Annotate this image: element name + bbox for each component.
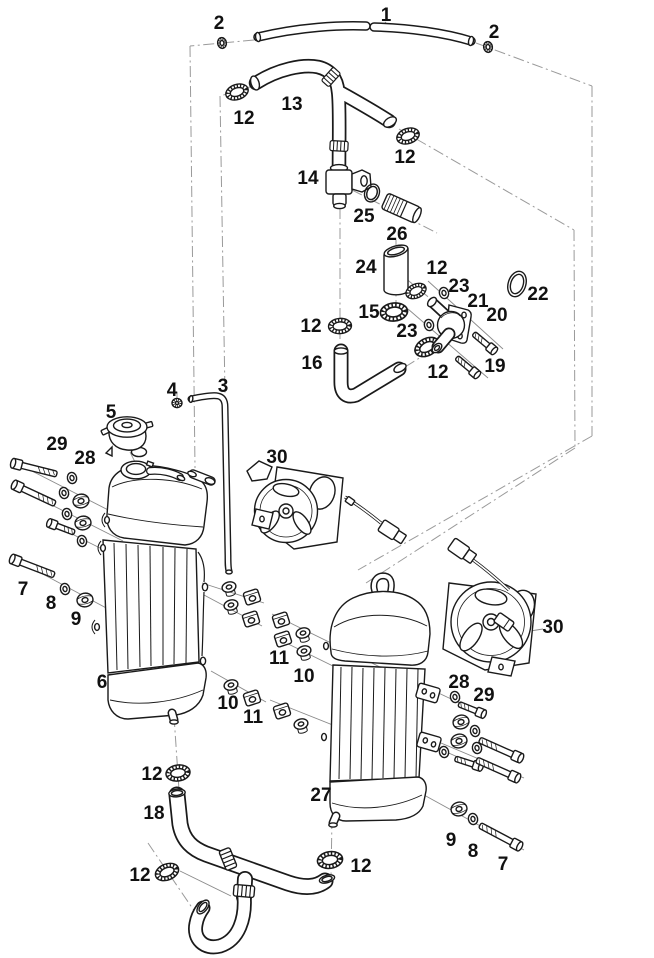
callout-part-12: 12	[350, 856, 372, 877]
washer-28	[58, 487, 69, 500]
callout-part-8: 8	[467, 841, 479, 862]
callout-part-12: 12	[233, 108, 255, 129]
clamp-12-c	[328, 318, 352, 335]
radiator-right-core	[330, 665, 425, 781]
fan-right	[443, 538, 539, 676]
callout-part-12: 12	[300, 316, 322, 337]
bolt-29-c	[46, 518, 76, 537]
callout-part-14: 14	[297, 168, 319, 189]
clamp-15	[380, 302, 409, 323]
washer-8	[59, 583, 70, 596]
clip-nut-11	[273, 703, 291, 720]
bolt-19	[454, 354, 482, 380]
callout-part-24: 24	[355, 257, 377, 278]
callout-part-9: 9	[445, 830, 457, 851]
callout-part-12: 12	[394, 147, 416, 168]
callout-part-5: 5	[105, 402, 117, 423]
callout-part-10: 10	[217, 693, 239, 714]
callout-part-29: 29	[473, 685, 495, 706]
callout-part-28: 28	[448, 672, 470, 693]
clip-nut-11	[272, 612, 290, 629]
callout-part-23: 23	[396, 321, 418, 342]
washer-8	[467, 813, 478, 826]
washer-28	[76, 535, 87, 548]
callout-part-2: 2	[488, 22, 500, 43]
rubber-mount-9	[72, 493, 90, 510]
valve-body	[326, 170, 352, 194]
washer-28	[61, 508, 72, 521]
callout-part-3: 3	[217, 376, 229, 397]
fan-left	[247, 461, 407, 549]
callout-part-22: 22	[527, 284, 549, 305]
hose-band	[233, 884, 255, 897]
washer-8	[469, 725, 480, 738]
grommet-10	[221, 580, 238, 597]
callout-part-18: 18	[143, 803, 165, 824]
clamp-12-left-rad	[165, 763, 191, 782]
callout-part-6: 6	[96, 672, 108, 693]
hose-band	[330, 141, 348, 152]
bolt-29-a	[10, 458, 58, 479]
clamp-12-bottom-left	[153, 860, 181, 884]
callout-part-23: 23	[448, 276, 470, 297]
grommet-10	[295, 626, 312, 643]
callout-part-29: 29	[46, 434, 68, 455]
callout-part-20: 20	[486, 305, 508, 326]
rubber-mount-9	[452, 713, 471, 730]
clamp-12-b	[395, 125, 422, 147]
rubber-mount-9	[450, 732, 469, 749]
fitting-26	[381, 193, 423, 224]
rubber-mount-9	[76, 592, 94, 609]
callout-part-26: 26	[386, 224, 408, 245]
rubber-mount-9	[450, 800, 469, 817]
valve-14	[326, 165, 371, 209]
clip-nut-11	[242, 611, 260, 628]
callout-part-27: 27	[310, 785, 332, 806]
washer-8	[438, 746, 449, 759]
hose-elbow-13	[249, 66, 398, 166]
callout-part-4: 4	[166, 380, 178, 401]
clamp-12-right-rad	[316, 850, 343, 870]
callout-part-10: 10	[293, 666, 315, 687]
callout-part-15: 15	[358, 302, 380, 323]
radiator-left	[92, 461, 216, 724]
clip-nut-11	[243, 690, 261, 707]
callout-part-12: 12	[141, 764, 163, 785]
callout-part-11: 11	[242, 707, 264, 728]
callout-part-19: 19	[484, 356, 506, 377]
bolt-29-b	[10, 479, 57, 508]
callout-part-21: 21	[467, 291, 489, 312]
clamp-12-a	[224, 81, 251, 103]
grommet-10	[293, 717, 310, 734]
callout-part-12: 12	[427, 362, 449, 383]
callout-part-12: 12	[426, 258, 448, 279]
hose-top	[255, 26, 474, 46]
clamp-2-left	[217, 37, 228, 49]
callout-part-9: 9	[70, 609, 82, 630]
callout-part-13: 13	[281, 94, 303, 115]
callout-part-30: 30	[266, 447, 288, 468]
hose-16	[334, 348, 407, 396]
fan-left-connector	[378, 519, 408, 545]
mount-tab	[92, 620, 99, 634]
callout-part-11: 11	[268, 648, 290, 669]
callout-part-1: 1	[380, 5, 392, 26]
hose-bottom-18	[168, 788, 335, 946]
o-ring-22	[505, 269, 530, 299]
callout-layer	[18, 5, 564, 886]
grommet-10	[296, 644, 313, 661]
bolt-7	[478, 821, 525, 852]
callout-part-2: 2	[213, 13, 225, 34]
callout-part-30: 30	[542, 617, 564, 638]
callout-part-12: 12	[129, 865, 151, 886]
clip-nut-11	[243, 589, 261, 606]
callout-part-16: 16	[301, 353, 323, 374]
bolt-20	[471, 330, 499, 356]
fan-right-connector	[447, 538, 477, 565]
leader-line-12	[180, 871, 231, 896]
elbow-24	[383, 243, 409, 295]
callout-part-7: 7	[497, 854, 509, 875]
callout-part-28: 28	[74, 448, 96, 469]
bolt-7	[8, 553, 56, 579]
callout-part-7: 7	[17, 579, 29, 600]
radiator-right	[322, 576, 430, 827]
right-mount-hardware	[415, 683, 525, 852]
callout-part-8: 8	[45, 593, 57, 614]
washer-23-b	[423, 318, 435, 331]
washer-28	[66, 472, 77, 485]
callout-part-25: 25	[353, 206, 375, 227]
